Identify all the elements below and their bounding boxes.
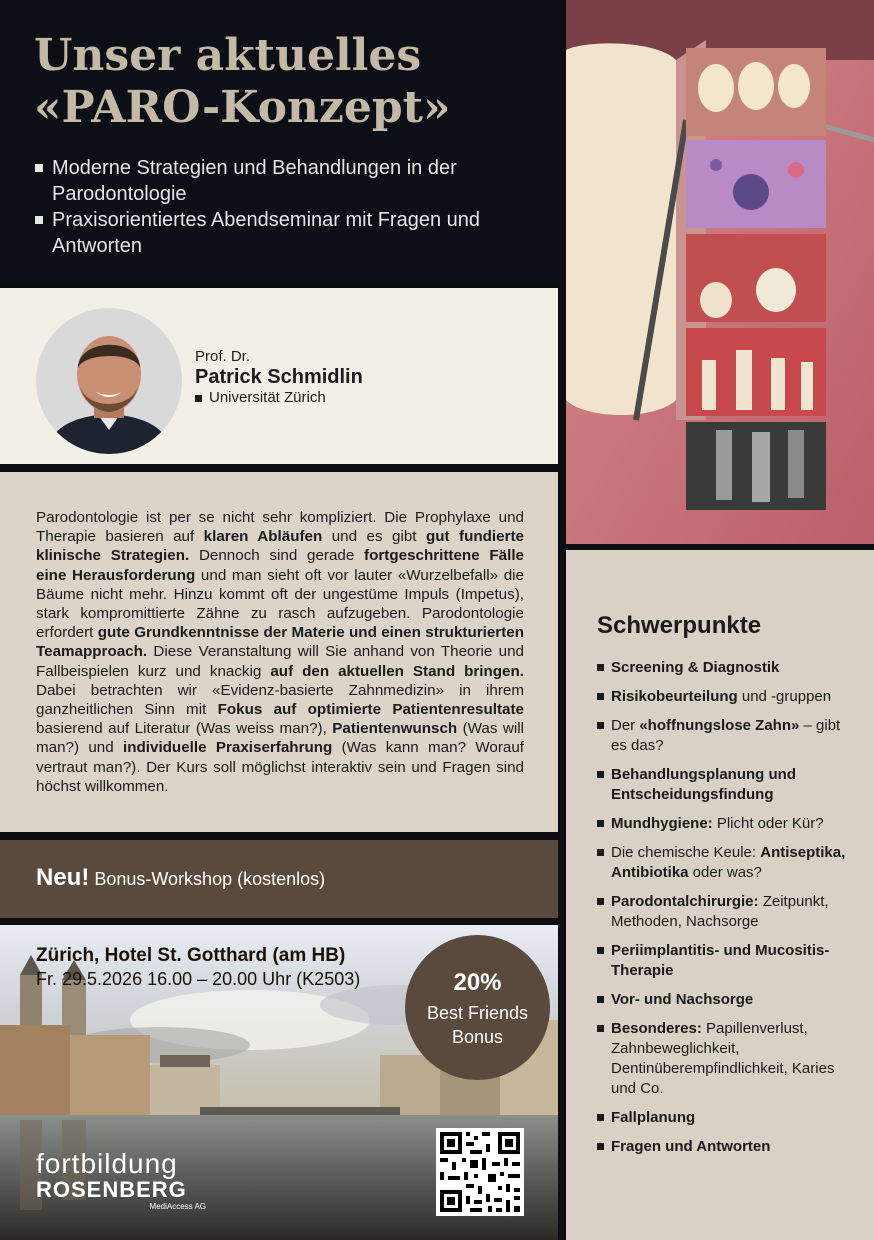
speaker-portrait [36,308,182,454]
focus-item-run-text: Plicht oder Kür? [712,815,824,832]
focus-item [597,658,857,678]
logo-line-2: ROSENBERG [36,1177,187,1202]
logo-line-1: fortbildung [36,1148,178,1179]
focus-item [597,843,857,883]
focus-item [597,941,857,981]
focus-item-run-bold: Fragen und Antworten [611,1138,771,1155]
focus-item-run-bold: Screening & Diagnostik [611,659,780,676]
description-run-text: basierend auf Literatur (Was weiss man?), [36,720,333,738]
badge-line-2: Bonus [451,1027,504,1047]
focus-item [597,765,857,805]
speaker-name: Patrick Schmidlin [195,366,363,388]
highlight-item: Praxisorientiertes Abendseminar mit Fragen und Antworten [34,207,534,259]
description-text [36,508,524,796]
focus-item-run-bold: Parodontalchirurgie: [611,893,759,910]
speaker-affiliation: Universität Zürich [195,389,363,406]
focus-item-run-text: Der [611,717,640,734]
bonus-workshop-text: Bonus-Workshop (kostenlos) [94,869,326,889]
focus-item [597,1137,857,1157]
focus-item [597,1108,857,1128]
focus-item-run-bold: Vor- und Nachsorge [611,991,754,1008]
badge-percent: 20% [453,969,502,996]
focus-item [597,1019,857,1099]
bonus-label [36,864,325,892]
focus-item [597,990,857,1010]
description-run-text: und man sieht oft vor lauter «Wurzelbefall» die Bäume nicht mehr. Hinzu kommt oft der ungestüme Impuls (Impetus), stark kompromittierte Zähne zu rasch aufzugeben. Parodontologie erfordert [36,566,524,642]
focus-item-run-bold: Periimplantitis- und Mucositis-Therapie [611,942,830,979]
focus-item-run-text: oder was? [688,864,762,881]
logo-line-3: MediAccess AG [149,1202,206,1211]
dental-photo-collage [566,0,874,544]
focus-item-run-bold: Fallplanung [611,1109,696,1126]
focus-item-run-text: Zeitpunkt, Methoden, Nachsorge [611,893,829,930]
focus-item-run-bold: Risikobeurteilung [611,688,738,705]
focus-list [597,658,857,1166]
description-run-bold: fortgeschrittene Fälle eine Herausforderung [36,547,524,584]
speaker-info [195,348,363,406]
description-run-bold: gut fundierte klinische Strategien. [36,528,524,565]
focus-item-run-text: Die chemische Keule: [611,844,761,861]
speaker-title: Prof. Dr. [195,348,251,365]
focus-item [597,814,857,834]
focus-item-run-bold: Antiseptika, Antibiotika [611,844,846,881]
description-run-text: (Was kann man? Worauf vertraut man?). Der Kurs soll möglichst interaktiv sein und Fragen sind höchst willkommen. [36,739,524,795]
page-title [34,30,554,134]
focus-item-run-bold: Behandlungsplanung und Entscheidungsfindung [611,766,796,803]
focus-item-run-bold: «hoffnungslose Zahn» [639,717,800,734]
qr-code[interactable] [436,1128,524,1216]
highlight-list [34,155,534,259]
focus-item [597,892,857,932]
focus-item-run-text: – gibt es das? [611,717,841,754]
title-line-2: «PARO-Konzept» [34,82,451,133]
focus-title: Schwerpunkte [597,612,762,639]
bonus-badge [405,935,550,1080]
description-run-text: Dennoch sind gerade [189,547,365,565]
focus-item-run-bold: Mundhygiene: [611,815,713,832]
event-details [36,944,360,990]
rosenberg-logo [36,1150,206,1211]
event-venue: Zürich, Hotel St. Gotthard (am HB) [36,945,346,966]
description-run-bold: gute Grundkenntnisse der Materie und einen strukturierten Teamapproach. [36,624,525,661]
description-run-text: Parodontologie ist per se nicht sehr kompliziert. Die Prophylaxe und Therapie basieren auf [36,509,524,546]
description-run-bold: Fokus auf optimierte Patientenresultate [217,701,524,719]
description-run-bold: Patientenwunsch [332,720,458,738]
focus-item [597,687,857,707]
description-run-bold: auf den aktuellen Stand bringen. [270,662,524,680]
description-run-text: Dabei betrachten wir «Evidenz-basierte Zahnmedizin» in ihrem ganzheitlichen Sinn mit [36,681,524,719]
focus-item-run-bold: Besonderes: [611,1020,702,1037]
title-line-1: Unser aktuelles [34,30,422,81]
badge-line-1: Best Friends [426,1003,529,1023]
focus-item-run-text: Papillenverlust, Zahnbeweglichkeit, Dentinüberempfindlichkeit, Karies und Co. [611,1020,835,1097]
focus-item-run-text: und -gruppen [737,688,832,705]
event-date: Fr. 29.5.2026 16.00 – 20.00 Uhr (K2503) [36,969,361,989]
description-run-bold: klaren Abläufen [203,528,323,546]
description-run-text: (Was will man?) und [36,720,524,757]
description-run-bold: individuelle Praxiserfahrung [123,739,333,757]
description-run-text: und es gibt [322,528,426,546]
highlight-item: Moderne Strategien und Behandlungen in der Parodontologie [34,155,534,207]
bonus-new: Neu! [36,864,90,891]
focus-item [597,716,857,756]
description-run-text: Diese Veranstaltung will Sie anhand von Theorie und Fallbeispielen kurz und knackig [36,643,524,680]
